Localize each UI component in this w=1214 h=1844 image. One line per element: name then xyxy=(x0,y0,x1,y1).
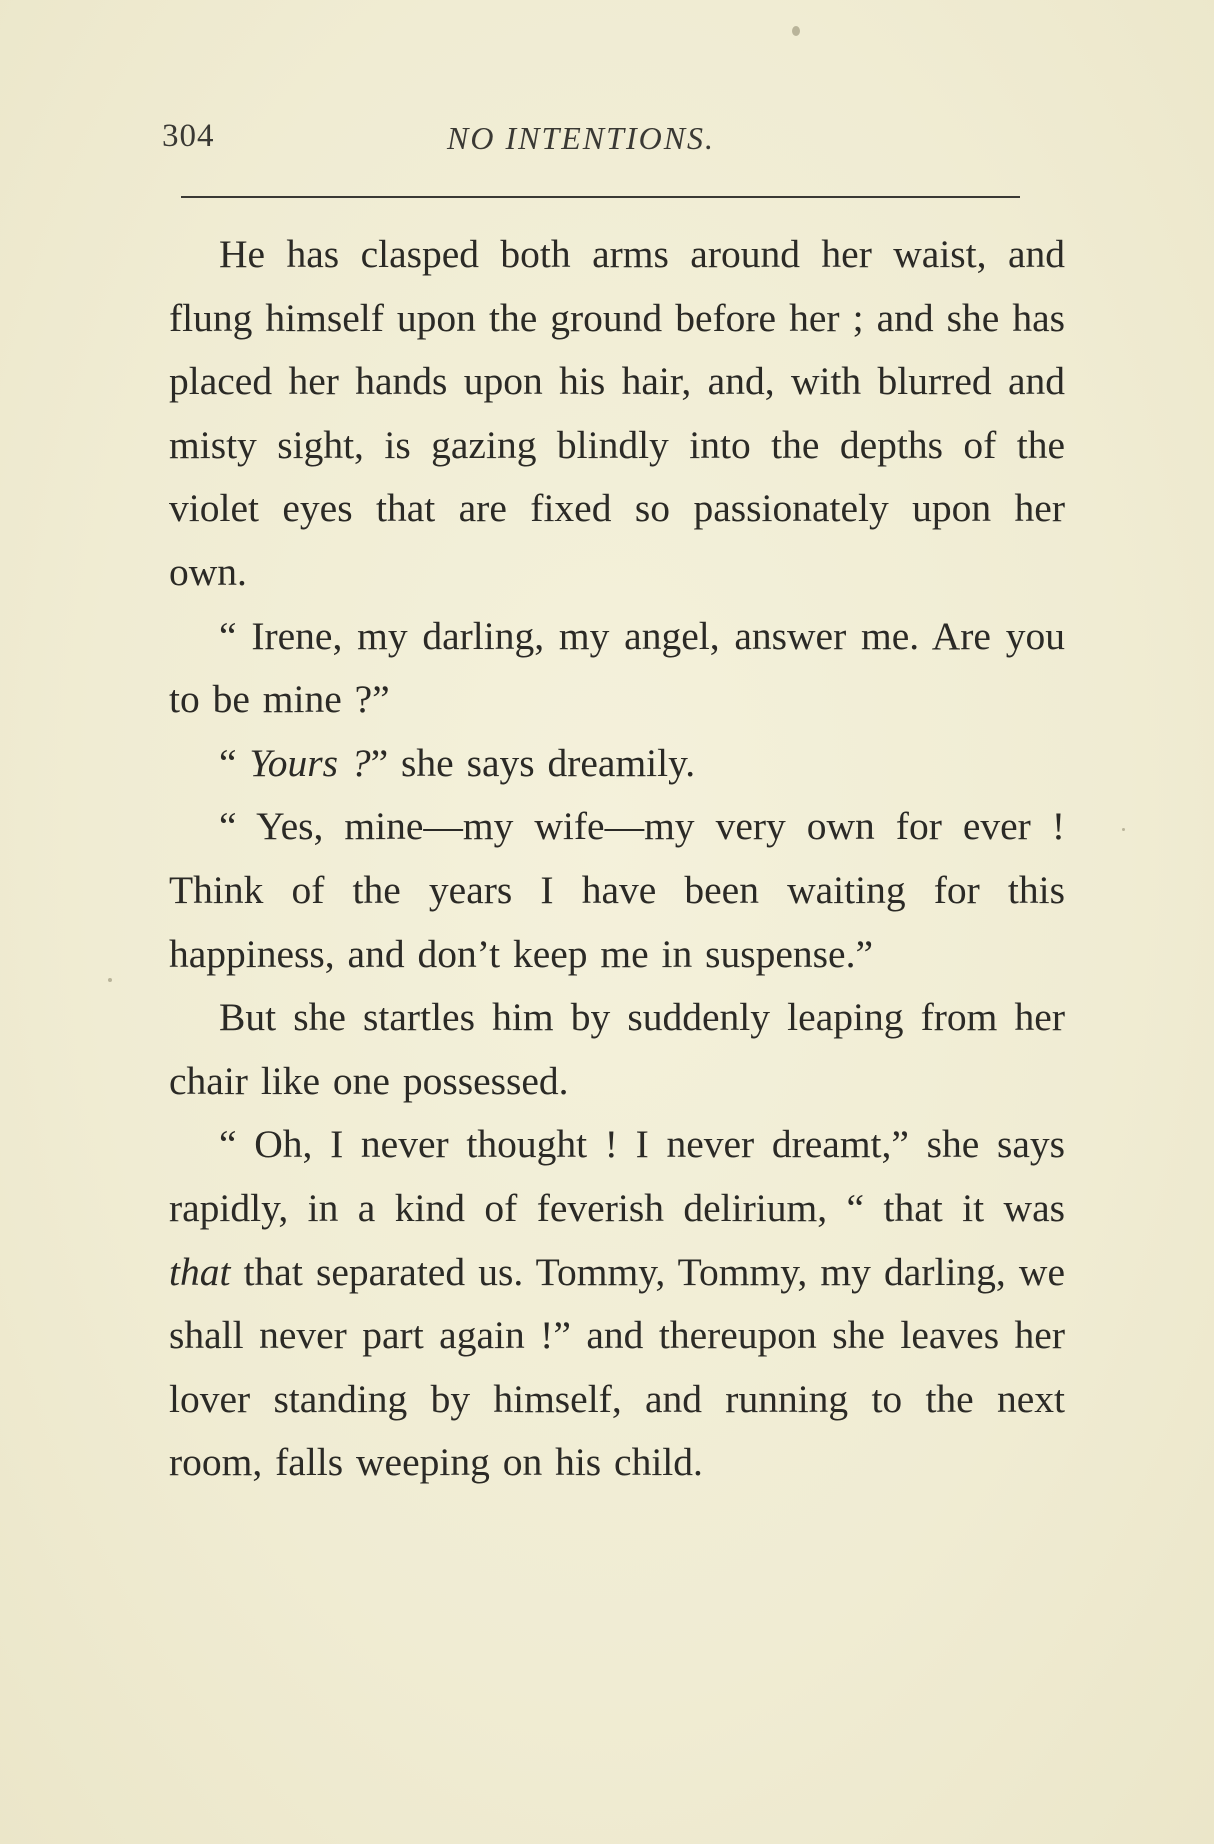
paragraph-6 xyxy=(169,1113,1065,1495)
paragraph-3 xyxy=(169,732,1065,796)
paragraph-6-emphasis: that xyxy=(169,1249,231,1294)
paper-speck xyxy=(1122,828,1125,831)
paper-speck xyxy=(792,26,800,36)
paragraph-5: But she startles him by suddenly leaping from her chair like one possessed. xyxy=(169,995,1065,1103)
body-text xyxy=(169,223,1065,1495)
paragraph-1: He has clasped both arms around her waist, and flung himself upon the ground before her ; and she has placed her hands upon his hair, and, with blurred and misty sight, is gazing blindly into the depths of the violet eyes that are fixed so passionately upon her own. xyxy=(169,232,1065,594)
paragraph-6-end: that separated us. Tommy, Tommy, my darling, we shall never part again !” and thereupon she leaves her lover standing by himself, and running to the next room, falls weeping on his child. xyxy=(169,1249,1065,1485)
paragraph-3-emphasis: Yours ? xyxy=(249,740,371,785)
paragraph-4: “ Yes, mine—my wife—my very own for ever ! Think of the years I have been waiting for this happiness, and don’t keep me in suspense.” xyxy=(169,804,1065,976)
running-head: NO INTENTIONS. xyxy=(447,120,716,156)
paragraph-3-close: ” she says dreamily. xyxy=(370,740,696,785)
paragraph-3-open: “ xyxy=(219,740,250,785)
paragraph-2: “ Irene, my darling, my angel, answer me. Are you to be mine ?” xyxy=(169,613,1065,722)
paper-speck xyxy=(108,978,112,982)
paragraph-6-start: “ Oh, I never thought ! I never dreamt,” she says rapidly, in a kind of feverish delirium, “ that it was xyxy=(169,1122,1065,1230)
page-header xyxy=(162,118,1022,168)
header-rule xyxy=(181,196,1020,198)
page-number: 304 xyxy=(162,118,215,154)
